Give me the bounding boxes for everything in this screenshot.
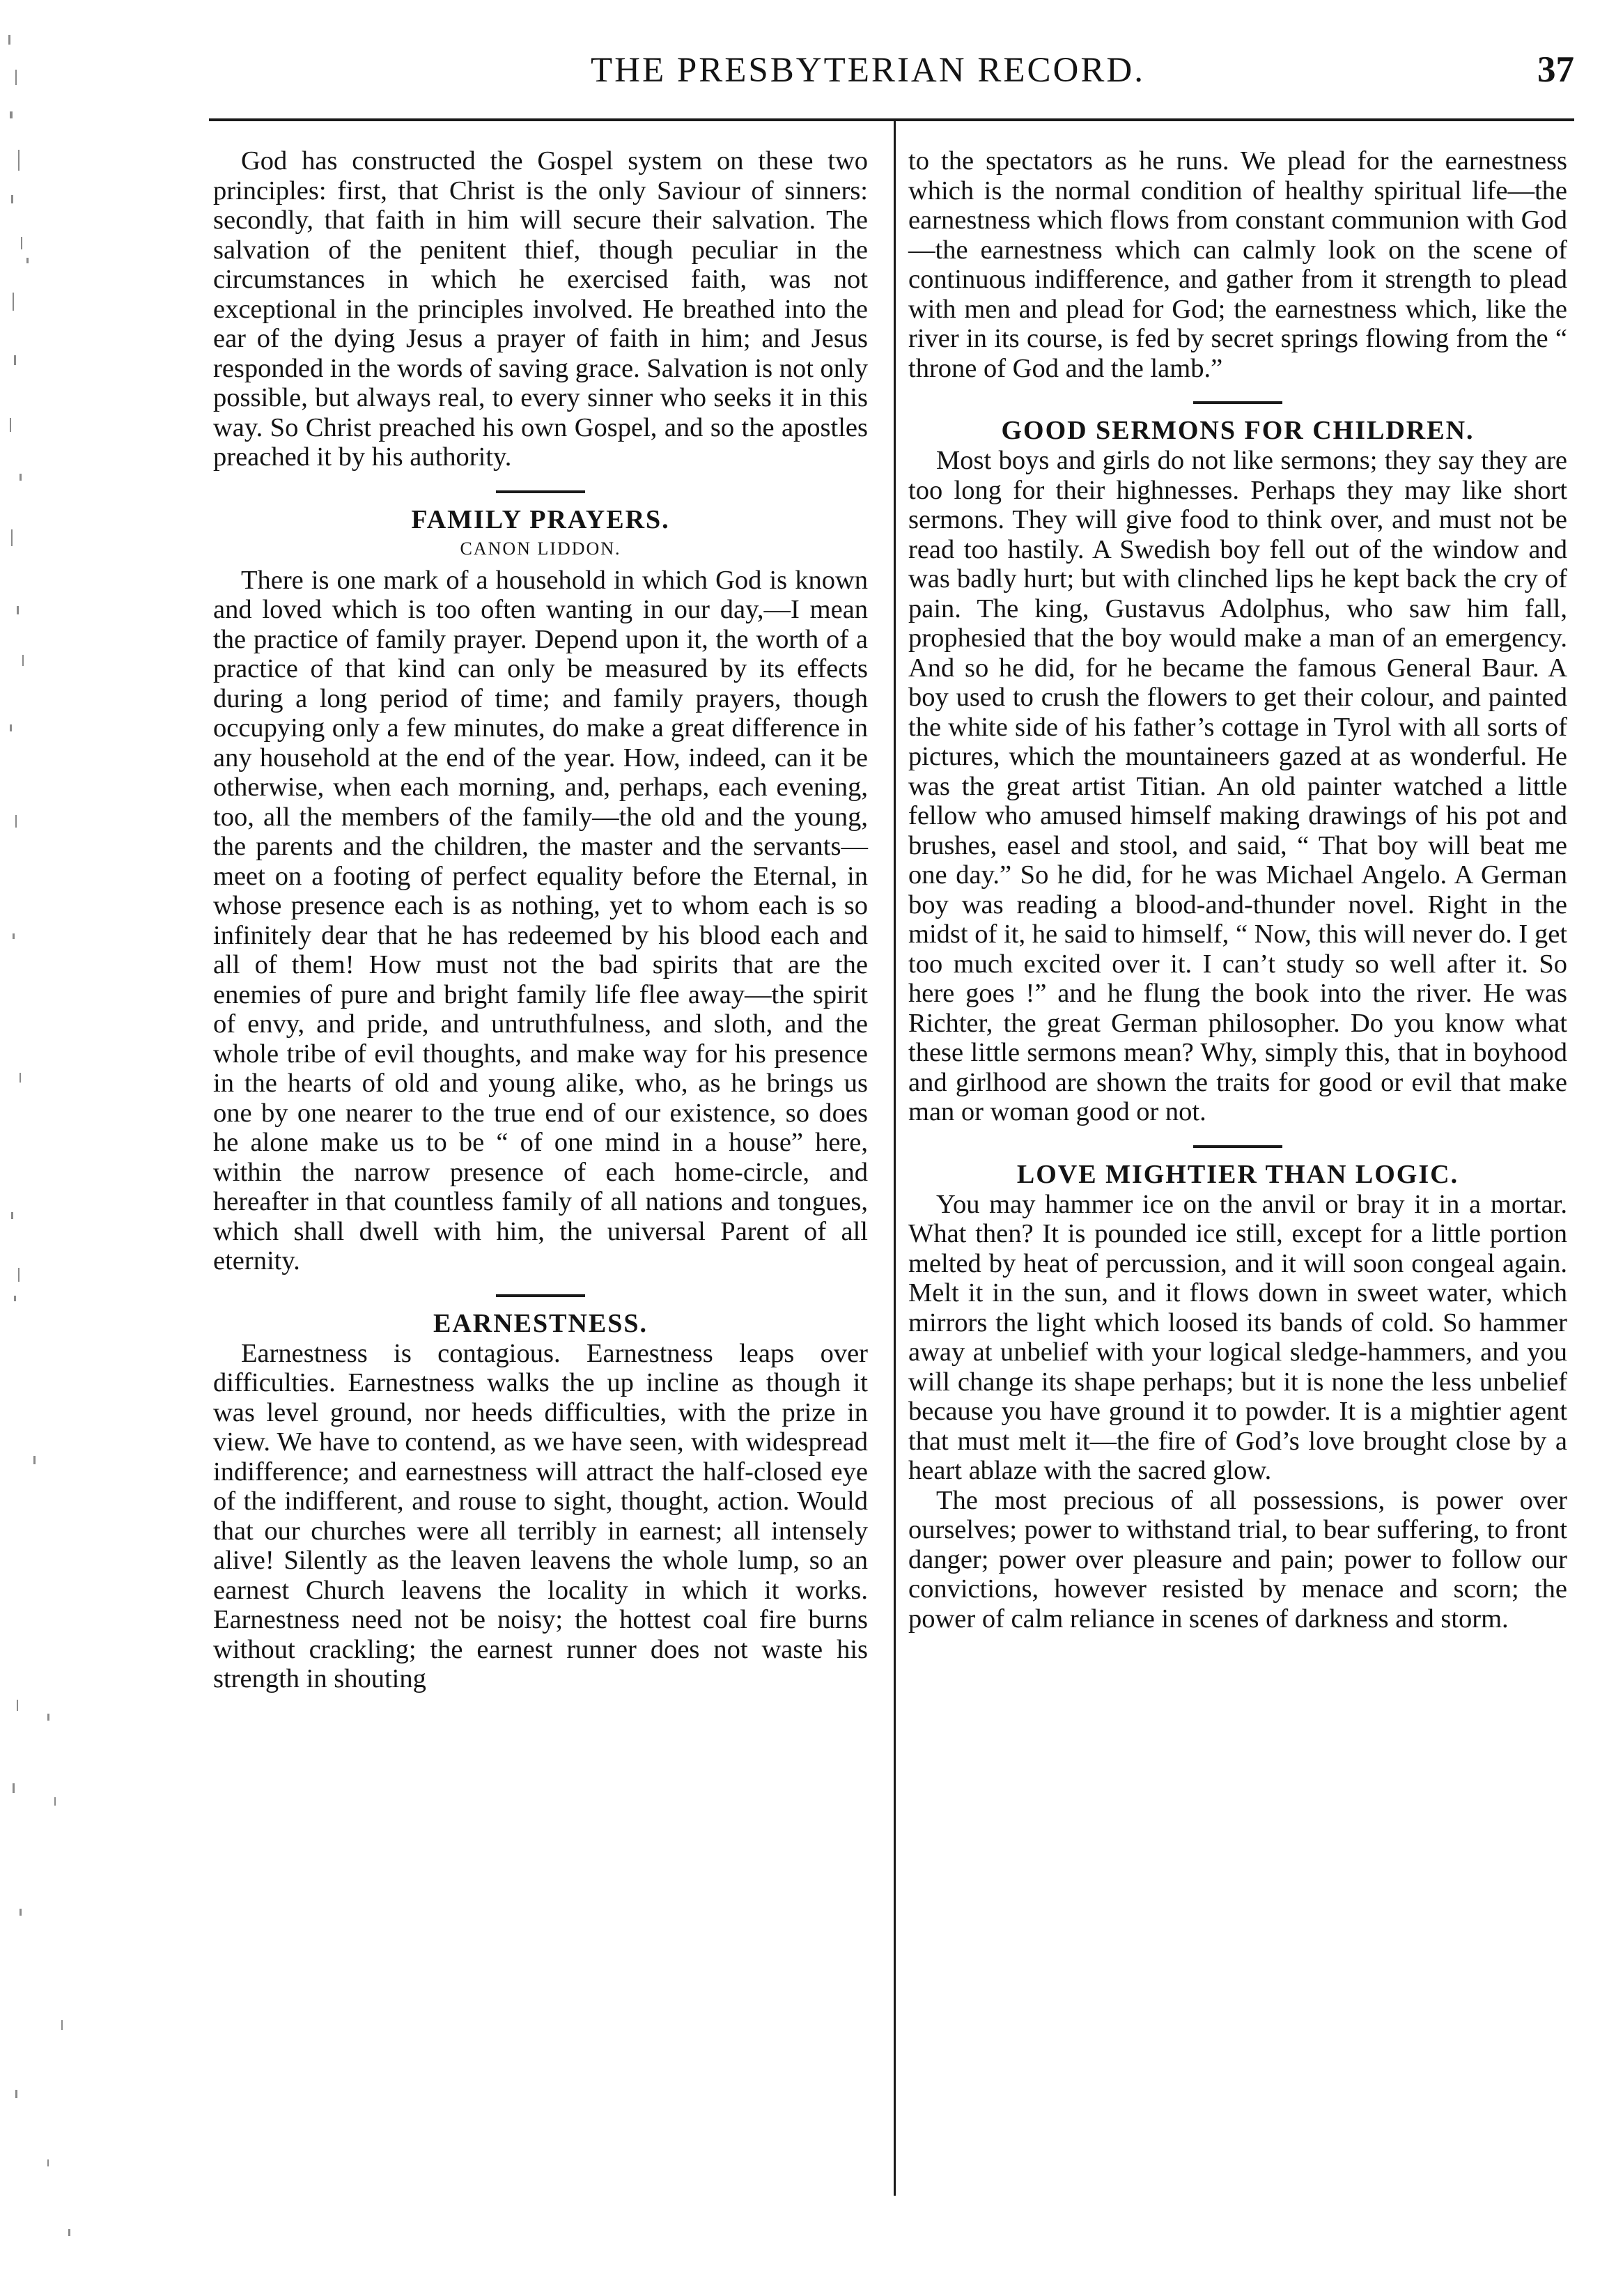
family-prayers-body: There is one mark of a household in which God is known and loved which is too often wanting in our day,—I mean the practice of family prayer. Depend upon it, the worth of a practice of that kind can only be measured by its effects during a long period of time; and family prayers, though occupying only a few minutes, do make a great difference in any household at the end of the year. How, indeed, can it be otherwise, when each morning, and, perhaps, each evening, too, all the members of the family—the old and the young, the parents and the children, the master and the servants—meet on a footing of perfect equality before the Eternal, in whose presence each is as nothing, yet to whom each is so infinitely dear that he has redeemed by his blood each and all of them! How must not the bad spirits that are the enemies of pure and bright family life flee away—the spirit of envy, and pride, and untruthfulness, and sloth, and the whole tribe of evil thoughts, and make way for his presence in the hearts of old and young alike, who, as he brings us one by one nearer to the true end of our existence, so does he alone make us to be “ of one mind in a house” here, within the narrow presence of each home-circle, and hereafter in that countless family of all nations and tongues, which shall dwell with him, the universal Parent of all eternity. bbox=[213, 565, 868, 1275]
good-sermons-body: Most boys and girls do not like sermons; they say they are too long for their highnesses. Perhaps they may like short sermons. They will give food to think over, and must not be read too hastily. A Swedish boy fell out of the window and was badly hurt; but with clinched lips he kept back the cry of pain. The king, Gustavus Adolphus, who saw him fall, prophesied that the boy would make a man of an emergency. And so he did, for he became the famous General Baur. A boy used to crush the flowers to get their colour, and painted the white side of his father’s cottage in Tyrol with all sorts of pictures, which the mountaineers gazed at as wonderful. He was the great artist Titian. An old painter watched a little fellow who amused himself making drawings of his pot and brushes, easel and stool, and said, “ That boy will beat me one day.” So he did, for he was Michael Angelo. A German boy was reading a blood-and-thunder novel. Right in the midst of it, he said to himself, “ Now, this will never do. I get too much excited over it. I can’t study so well after it. So here goes !” and he flung the book into the river. He was Richter, the great German philosopher. Do you know what these little sermons mean? Why, simply this, that in boyhood and girlhood are shown the traits for good or evil that make man or woman good or not. bbox=[908, 446, 1567, 1126]
header-rule bbox=[209, 118, 1574, 121]
earnestness-title: EARNESTNESS. bbox=[433, 1308, 648, 1338]
running-title: THE PRESBYTERIAN RECORD. bbox=[591, 51, 1145, 90]
left-column bbox=[213, 146, 868, 1694]
intro-paragraph: God has constructed the Gospel system on these two principles: first, that Christ is the only Saviour of sinners: secondly, that faith in him will secure their salvation. The salvation of the penitent thief, though peculiar in the circumstances in which he exercised faith, was not exceptional in the principles involved. He breathed into the ear of the dying Jesus a prayer of faith in him; and Jesus responded in the words of saving grace. Salvation is not only possible, but always real, to every sinner who seeks it in this way. So Christ preached his own Gospel, and so the apostles preached it by his authority. bbox=[213, 146, 868, 472]
earnestness-body: Earnestness is contagious. Earnestness leaps over difficulties. Earnestness walks the up incline as though it was level ground, nor heeds difficulties, with the prize in view. We have to contend, as we have seen, with widespread indifference; and earnestness will attract the half-closed eye of the indifferent, and rouse to sight, thought, action. Would that our churches were all terribly in earnest; all intensely alive! Silently as the leaven leavens the whole lump, so an earnest Church leavens the locality in which it works. Earnestness need not be noisy; the hottest coal fire burns without crackling; the earnest runner does not waste his strength in shouting bbox=[213, 1338, 868, 1693]
love-mightier-title: LOVE MIGHTIER THAN LOGIC. bbox=[1016, 1159, 1459, 1189]
love-mightier-paragraph-1: You may hammer ice on the anvil or bray it in a mortar. What then? It is pounded ice still, except for a little portion melted by heat of percussion, and it will soon congeal again. Melt it in the sun, and it flows down in sweet water, which mirrors the light which loosed its bands of cold. So hammer away at unbelief with your logical sledge-hammers, and you will change its shape perhaps; but it is none the less unbelief because you have ground it to powder. It is a mightier agent that must melt it—the fire of God’s love brought close by a heart ablaze with the sacred glow. bbox=[908, 1189, 1567, 1485]
scan-margin-marks bbox=[6, 28, 103, 2271]
section-divider bbox=[496, 1294, 585, 1297]
section-divider bbox=[1193, 401, 1282, 404]
section-divider bbox=[496, 490, 585, 493]
page-header bbox=[209, 40, 1574, 110]
right-column bbox=[908, 146, 1567, 1634]
earnestness-continued: to the spectators as he runs. We plead for the earnestness which is the normal condition of healthy spiritual life—the earnestness which flows from constant communion with God—the earnestness which can calmly look on the scene of continuous indifference, and gather from it strength to plead with men and plead for God; the earnestness which, like the river in its course, is fed by secret springs flowing from the “ throne of God and the lamb.” bbox=[908, 146, 1567, 383]
family-prayers-title: FAMILY PRAYERS. bbox=[411, 504, 670, 534]
good-sermons-title: GOOD SERMONS FOR CHILDREN. bbox=[1001, 416, 1475, 445]
column-divider bbox=[894, 120, 896, 2196]
page-number: 37 bbox=[1537, 49, 1574, 90]
family-prayers-byline: CANON LIDDON. bbox=[460, 538, 621, 559]
section-divider bbox=[1193, 1145, 1282, 1148]
love-mightier-paragraph-2: The most precious of all possessions, is power over ourselves; power to withstand trial, to bear suffering, to front danger; power over pleasure and pain; power to follow our convictions, however resisted by menace and scorn; the power of calm reliance in scenes of darkness and storm. bbox=[908, 1485, 1567, 1634]
